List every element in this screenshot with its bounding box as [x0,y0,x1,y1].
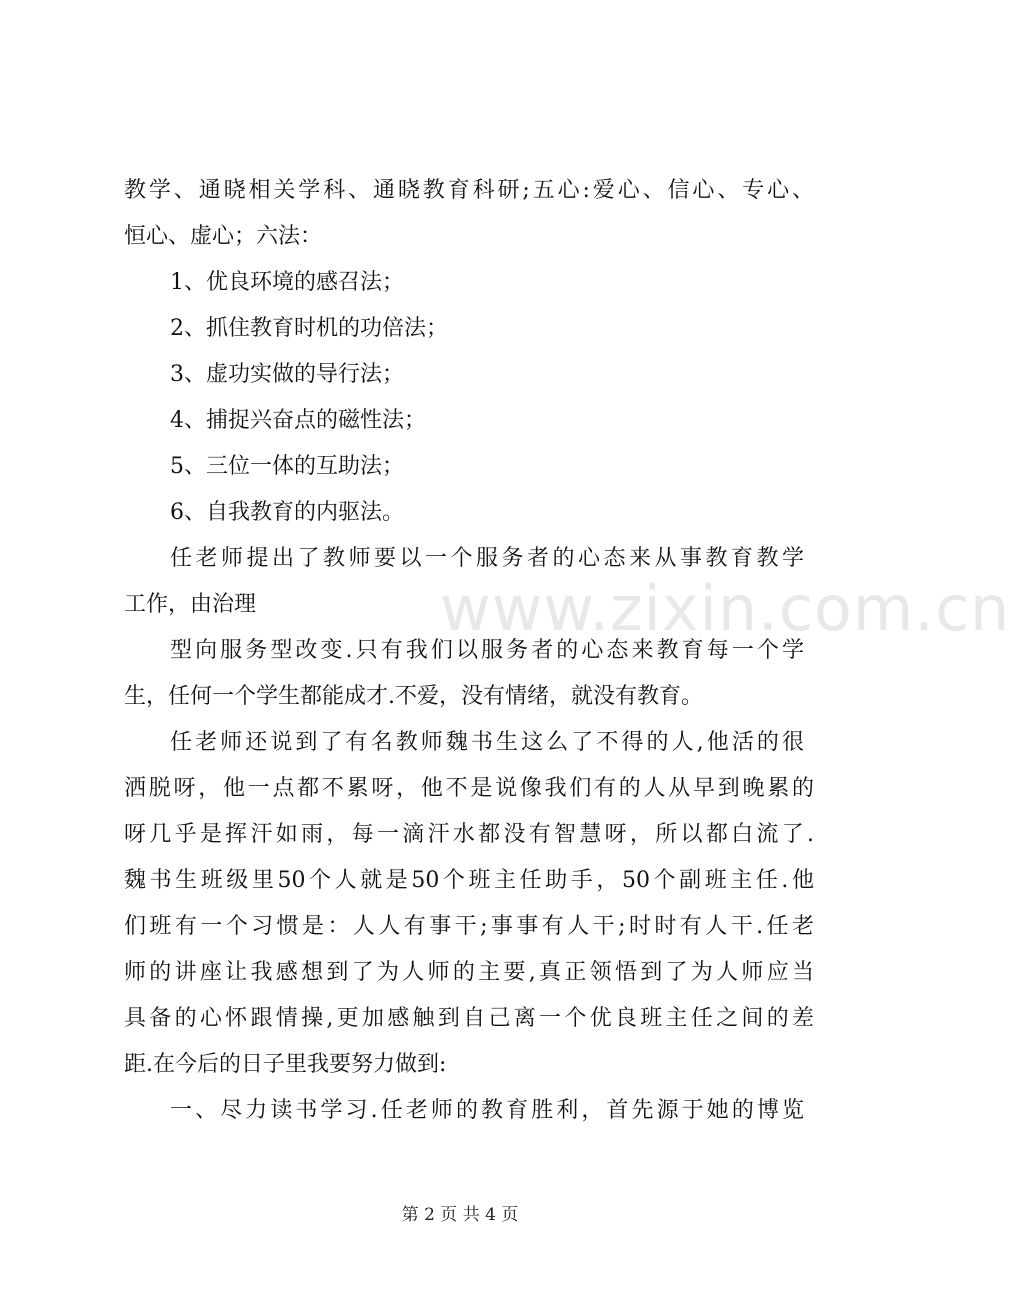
text-line: 具备的心怀跟情操,更加感触到自己离一个优良班主任之间的差 [124,1006,814,1031]
text-line: 恒心、虚心；六法： [124,224,323,249]
text-line: 距.在今后的日子里我要努力做到: [124,1052,447,1077]
watermark: www.zixin.com.cn [440,572,1010,645]
text-line: 一、尽力读书学习.任老师的教育胜利，首先源于她的博览 [170,1098,804,1123]
list-item: 6、自我教育的内驱法。 [170,500,404,525]
text-line: 教学、通晓相关学科、通晓教育科研;五心:爱心、信心、专心、 [124,178,814,203]
text-line: 师的讲座让我感想到了为人师的主要,真正领悟到了为人师应当 [124,960,814,985]
text-line: 任老师还说到了有名教师魏书生这么了不得的人,他活的很 [170,730,804,755]
text-line: 魏书生班级里50个人就是50个班主任助手，50个副班主任.他 [124,868,814,893]
list-item: 3、虚功实做的导行法； [170,362,404,387]
list-item: 4、捕捉兴奋点的磁性法； [170,408,426,433]
list-item: 5、三位一体的互助法； [170,454,404,479]
text-line: 生，任何一个学生都能成才.不爱，没有情绪，就没有教育。 [124,684,703,709]
text-line: 型向服务型改变.只有我们以服务者的心态来教育每一个学 [170,638,804,663]
page-footer: 第 2 页 共 4 页 [401,1205,519,1225]
list-item: 1、优良环境的感召法； [170,270,404,295]
text-line: 呀几乎是挥汗如雨，每一滴汗水都没有智慧呀，所以都白流了. [124,822,814,847]
list-item: 2、抓住教育时机的功倍法； [170,316,448,341]
text-line: 们班有一个习惯是：人人有事干;事事有人干;时时有人干.任老 [124,914,814,939]
text-line: 洒脱呀，他一点都不累呀，他不是说像我们有的人从早到晚累的 [124,776,814,801]
text-line: 任老师提出了教师要以一个服务者的心态来从事教育教学 [170,546,804,571]
text-line: 工作，由治理 [124,592,257,617]
